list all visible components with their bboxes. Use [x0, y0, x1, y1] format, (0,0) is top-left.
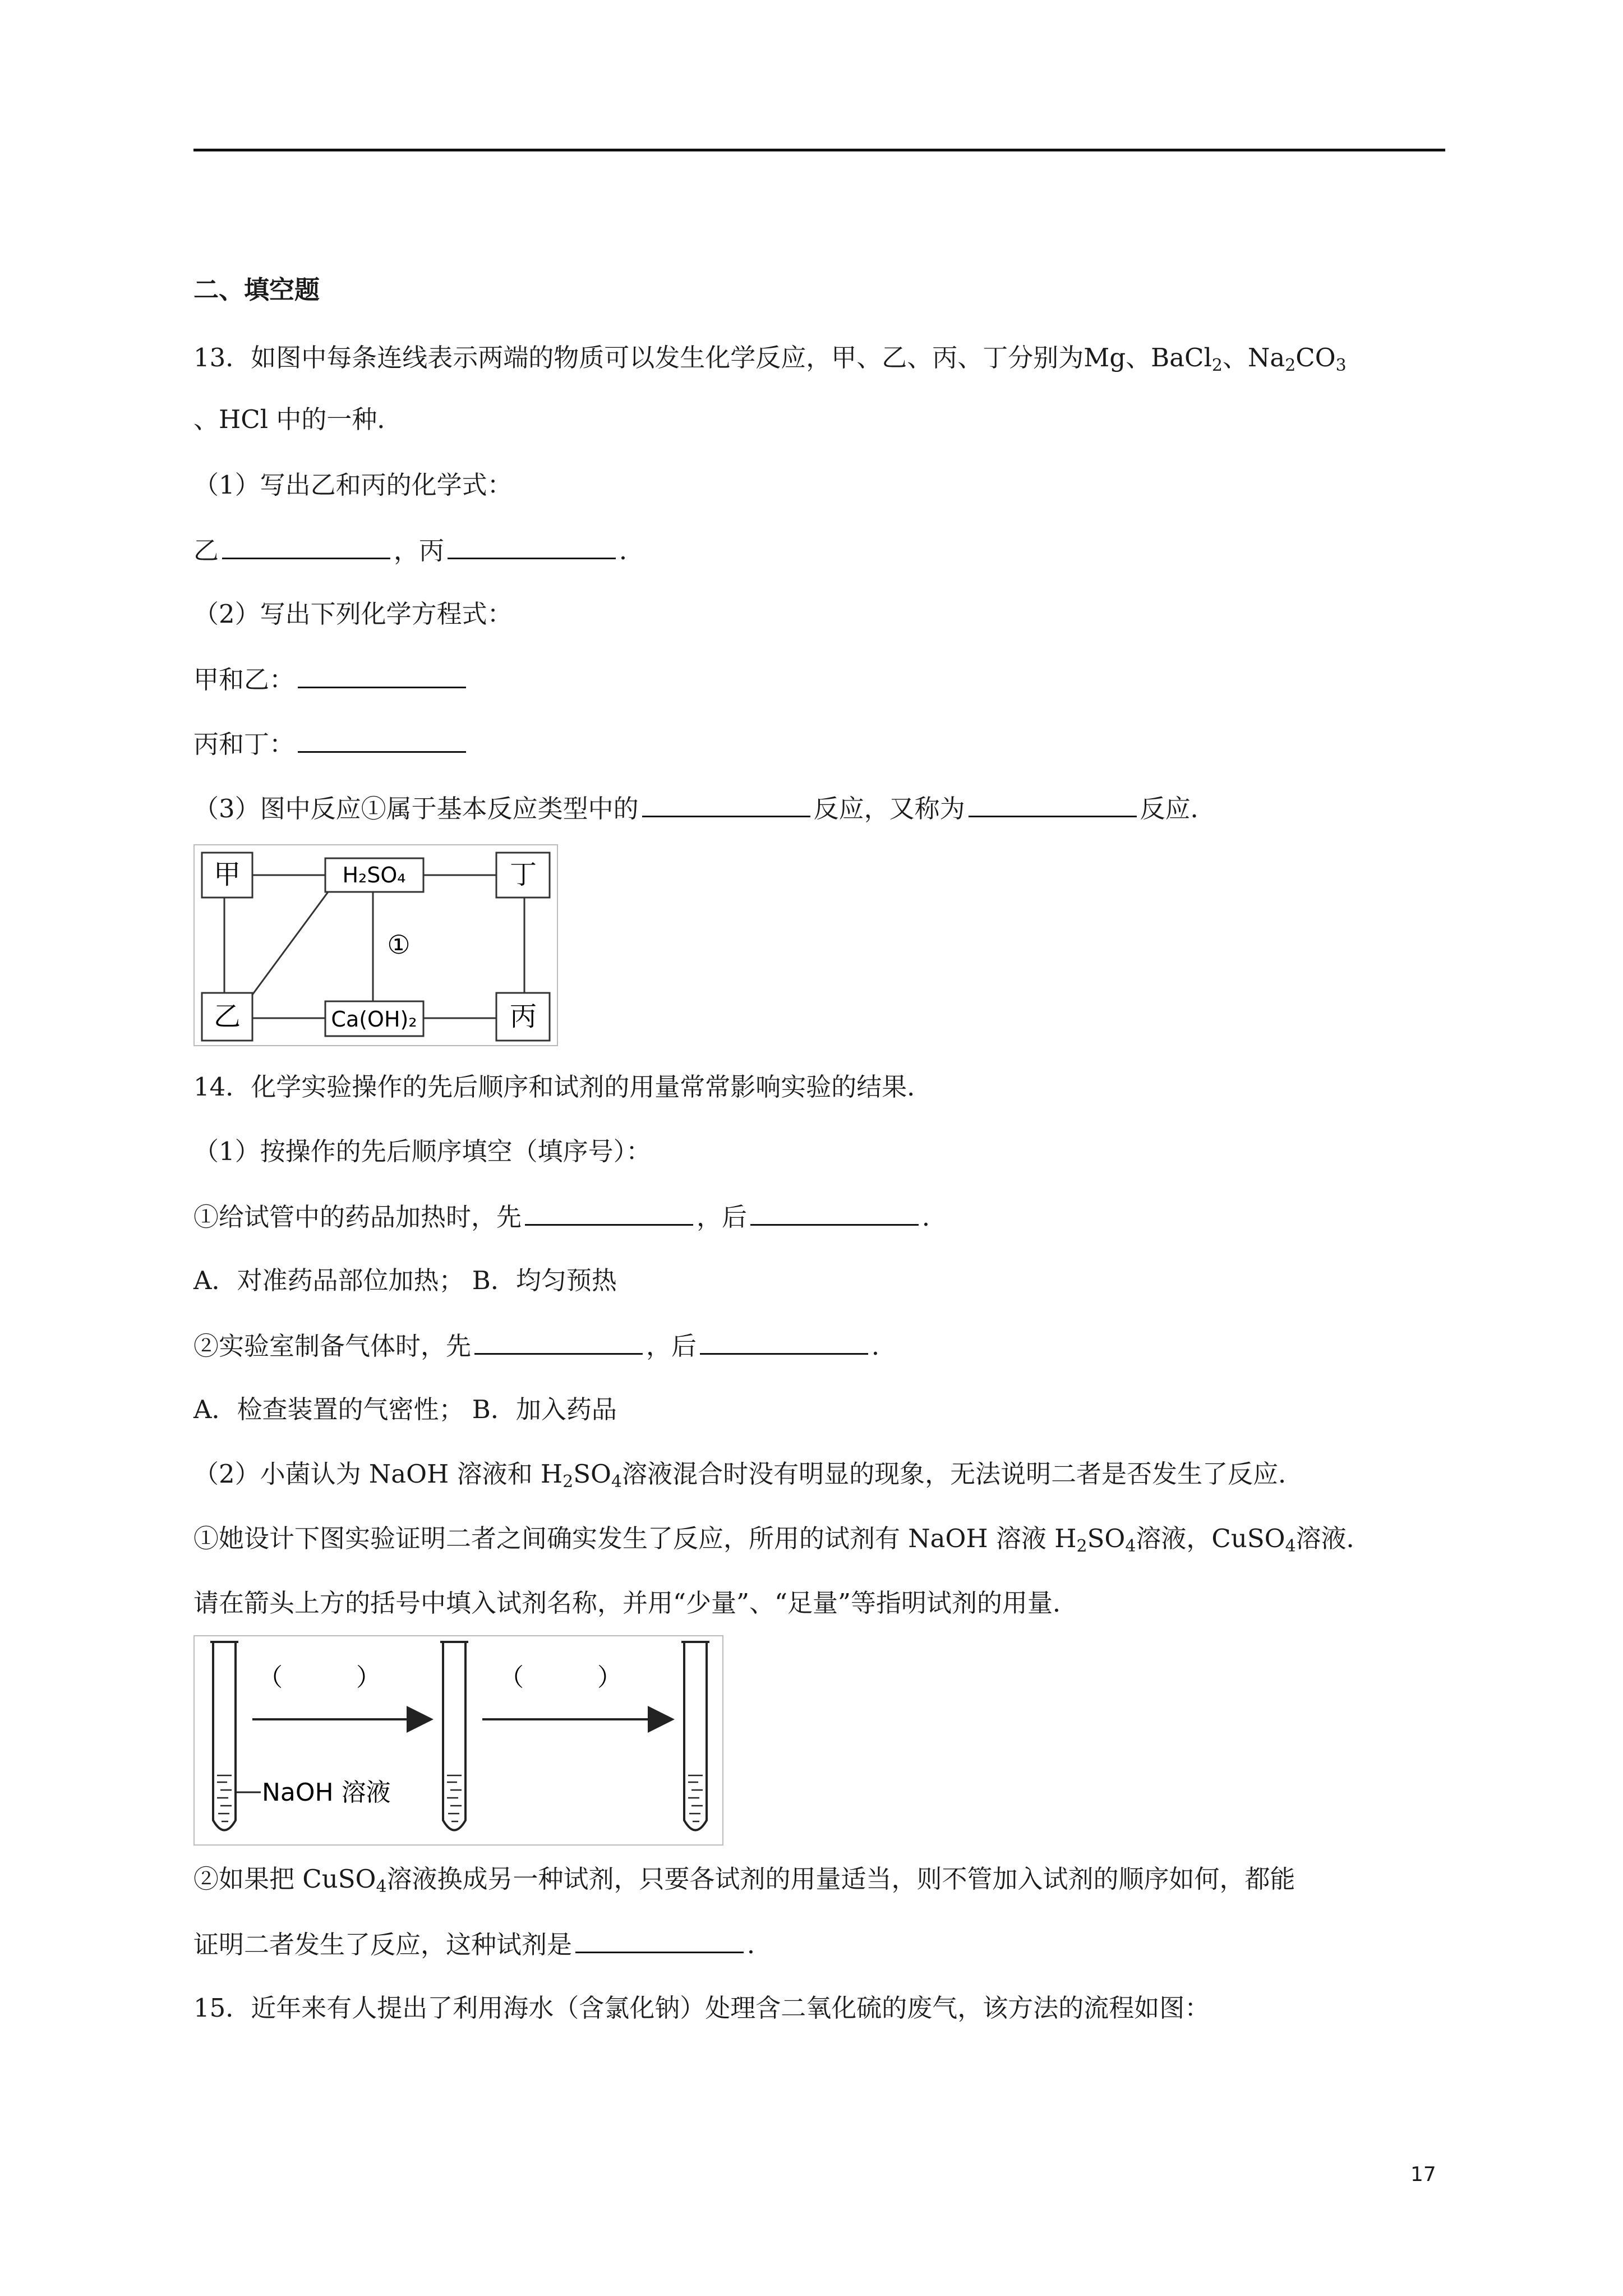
node-ding [496, 853, 550, 898]
q14-part2-instruction: 请在箭头上方的括号中填入试剂名称，并用“少量”、“足量”等指明试剂的用量． [193, 1588, 1078, 1618]
q15-intro: 15．近年来有人提出了利用海水（含氯化钠）处理含二氧化硫的废气，该方法的流程如图： [193, 1993, 1210, 2023]
page-number: 17 [1410, 2163, 1436, 2186]
q13-part3: （3）图中反应①属于基本反应类型中的 反应，又称为 反应． [193, 791, 1216, 826]
q13-part2-a: 甲和乙： [193, 662, 469, 697]
test-tube-2 [440, 1642, 468, 1830]
test-tube-3 [681, 1642, 709, 1830]
answer-blank[interactable] [969, 791, 1137, 817]
q14-part1-title: （1）按操作的先后顺序填空（填序号）： [193, 1137, 652, 1166]
answer-blank[interactable] [298, 662, 466, 688]
reagent-paren-1-right: ） [356, 1663, 381, 1692]
answer-blank[interactable] [298, 726, 466, 753]
naoh-solution-label: NaOH 溶液 [262, 1778, 391, 1807]
svg-text:甲: 甲 [213, 859, 241, 890]
q14-step2: ②实验室制备气体时，先 ，后 ． [193, 1328, 897, 1363]
svg-text:乙: 乙 [213, 1001, 241, 1032]
node-bing [496, 993, 550, 1041]
svg-text:丙: 丙 [509, 1001, 537, 1032]
q13-part1-title: （1）写出乙和丙的化学式： [193, 470, 513, 500]
svg-text:丁: 丁 [509, 859, 537, 890]
q13-part2-b: 丙和丁： [193, 726, 469, 761]
q13-line2: 、HCl 中的一种． [193, 404, 403, 434]
answer-blank[interactable] [448, 533, 616, 559]
node-yi [202, 993, 252, 1041]
answer-blank[interactable] [222, 533, 390, 559]
q14-step1: ①给试管中的药品加热时，先 ，后 ． [193, 1199, 947, 1234]
q14-step2-options: A．检查装置的气密性； B．加入药品 [193, 1395, 617, 1424]
q13-part1-answer: 乙 ，丙 ． [193, 533, 644, 568]
q14-part2-sub2: ②如果把 CuSO$_4$溶液换成另一种试剂，只要各试剂的用量适当，则不管加入试剂的顺序如何，都能 [193, 1864, 1295, 1897]
reagent-paren-2-left: （ [499, 1663, 524, 1692]
q14-part2-sub1: ①她设计下图实验证明二者之间确实发生了反应，所用的试剂有 NaOH 溶液 $H_2SO_4$溶液，CuSO$_4$溶液． [193, 1524, 1372, 1556]
test-tube-1 [210, 1642, 238, 1830]
svg-text:H₂SO₄: H₂SO₄ [342, 863, 406, 887]
node-h2so4 [325, 858, 423, 892]
reagent-paren-1-left: （ [258, 1663, 283, 1692]
answer-blank[interactable] [525, 1199, 693, 1226]
q13-part2-title: （2）写出下列化学方程式： [193, 599, 513, 629]
header-rule [193, 149, 1445, 151]
answer-blank[interactable] [750, 1199, 919, 1226]
q14-step1-options: A．对准药品部位加热； B．均匀预热 [193, 1266, 617, 1295]
answer-blank[interactable] [575, 1927, 744, 1953]
reaction-network-diagram [193, 844, 558, 1046]
answer-blank[interactable] [474, 1328, 643, 1355]
answer-blank[interactable] [700, 1328, 868, 1355]
reaction-marker: ① [387, 930, 411, 960]
test-tube-experiment-diagram [193, 1635, 723, 1846]
q14-part2: （2）小菌认为 NaOH 溶液和 $H_2SO_4$溶液混合时没有明显的现象，无法说明二者是否发生了反应． [193, 1459, 1304, 1492]
reagent-paren-2-right: ） [597, 1663, 622, 1692]
svg-text:Ca(OH)₂: Ca(OH)₂ [331, 1007, 417, 1032]
q14-part2-sub2-cont: 证明二者发生了反应，这种试剂是 ． [193, 1927, 772, 1962]
answer-blank[interactable] [642, 791, 810, 817]
node-jia [202, 853, 252, 898]
q13-line1: 13．如图中每条连线表示两端的物质可以发生化学反应，甲、乙、丙、丁分别为Mg、BaCl$_2$、$Na_2CO_3$ [193, 343, 1347, 375]
q14-intro: 14．化学实验操作的先后顺序和试剂的用量常常影响实验的结果． [193, 1072, 933, 1102]
node-caoh2 [325, 1001, 423, 1036]
section-title: 二、填空题 [193, 275, 320, 305]
